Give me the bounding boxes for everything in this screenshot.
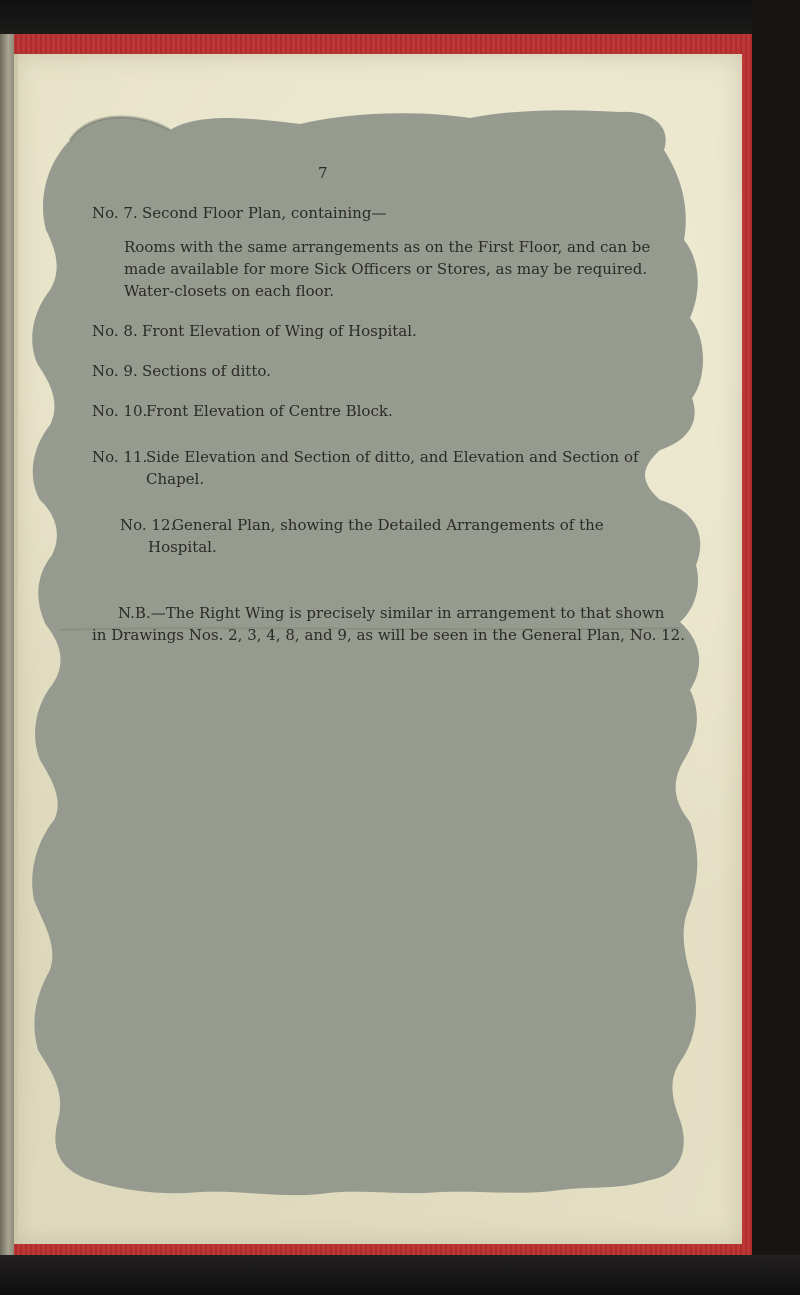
item-7-line-3: Water-closets on each floor. xyxy=(124,282,334,300)
item-10-text: Front Elevation of Centre Block. xyxy=(146,402,393,420)
item-7-number: No. 7. xyxy=(92,204,138,222)
item-8-number: No. 8. xyxy=(92,322,138,340)
item-12-number: No. 12. xyxy=(120,516,176,534)
item-7-line-1: Rooms with the same arrangements as on the First Floor, and can be xyxy=(124,238,651,256)
item-9-text: Sections of ditto. xyxy=(142,362,271,380)
item-8-text: Front Elevation of Wing of Hospital. xyxy=(142,322,417,340)
item-12-line-2: Hospital. xyxy=(148,538,217,556)
note-line-1: N.B.—The Right Wing is precisely similar in arrangement to that shown xyxy=(118,604,665,622)
item-7-title: Second Floor Plan, containing— xyxy=(142,204,387,222)
item-10-number: No. 10. xyxy=(92,402,148,420)
note-line-2: in Drawings Nos. 2, 3, 4, 8, and 9, as will be seen in the General Plan, No. 12. xyxy=(92,626,685,644)
item-11-number: No. 11. xyxy=(92,448,148,466)
item-11-line-2: Chapel. xyxy=(146,470,205,488)
page-number: 7 xyxy=(318,164,328,182)
item-9-number: No. 9. xyxy=(92,362,138,380)
item-7-line-2: made available for more Sick Officers or Stores, as may be required. xyxy=(124,260,648,278)
item-11-line-1: Side Elevation and Section of ditto, and Elevation and Section of xyxy=(146,448,639,466)
item-12-line-1: General Plan, showing the Detailed Arrangements of the xyxy=(172,516,604,534)
